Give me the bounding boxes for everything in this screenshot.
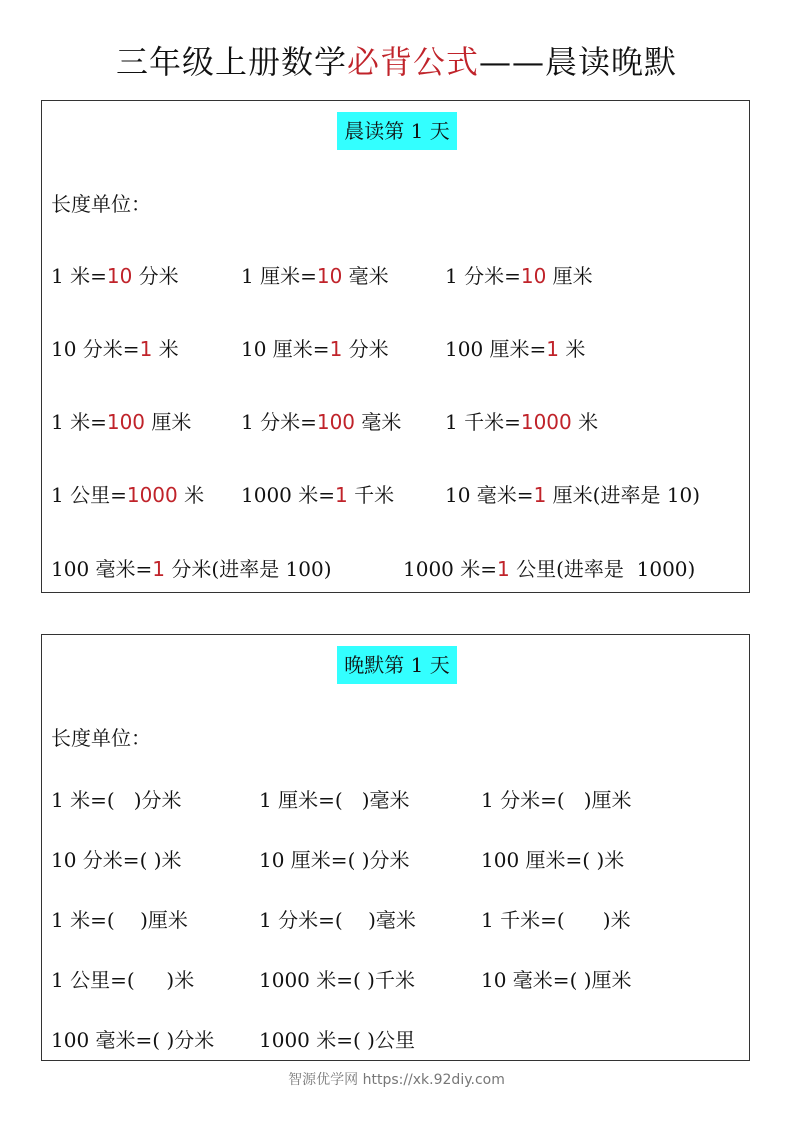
blank-formula: 1 厘米=( )毫米	[259, 788, 410, 812]
formula: 100 厘米=1 米	[445, 337, 586, 361]
formula: 1000 米=1 千米	[241, 483, 395, 507]
evening-row	[42, 965, 749, 995]
evening-row	[42, 785, 749, 815]
blank-formula: 1 分米=( )毫米	[259, 908, 416, 932]
blank-formula: 10 分米=( )米	[51, 848, 182, 872]
evening-row	[42, 905, 749, 935]
formula: 10 分米=1 米	[51, 337, 179, 361]
formula: 1 米=100 厘米	[51, 410, 192, 434]
blank-formula: 1 米=( )厘米	[51, 908, 188, 932]
morning-row	[42, 554, 749, 584]
formula: 1 分米=100 毫米	[241, 410, 402, 434]
blank-formula: 1 千米=( )米	[481, 908, 631, 932]
blank-formula: 100 毫米=( )分米	[51, 1028, 215, 1052]
morning-row	[42, 261, 749, 291]
formula: 1 千米=1000 米	[445, 410, 599, 434]
morning-reading-box	[41, 100, 750, 593]
formula: 1 分米=10 厘米	[445, 264, 593, 288]
title-suffix: ——晨读晚默	[479, 43, 678, 81]
evening-dictation-box	[41, 634, 750, 1061]
formula: 100 毫米=1 分米(进率是 100)	[51, 557, 332, 581]
blank-formula: 10 毫米=( )厘米	[481, 968, 632, 992]
evening-section-label: 长度单位：	[51, 726, 151, 750]
morning-row	[42, 480, 749, 510]
morning-day-badge: 晨读第 1 天	[337, 112, 457, 150]
evening-row	[42, 845, 749, 875]
formula: 1 米=10 分米	[51, 264, 179, 288]
footer-watermark: 智源优学网 https://xk.92diy.com	[288, 1072, 505, 1088]
blank-formula: 1 米=( )分米	[51, 788, 182, 812]
evening-row	[42, 1025, 749, 1055]
evening-day-badge: 晚默第 1 天	[337, 646, 457, 684]
blank-formula: 100 厘米=( )米	[481, 848, 625, 872]
formula: 1 厘米=10 毫米	[241, 264, 389, 288]
blank-formula: 1 分米=( )厘米	[481, 788, 632, 812]
page-title	[0, 40, 793, 84]
formula: 1000 米=1 公里(进率是 1000)	[403, 557, 696, 581]
morning-section-label: 长度单位：	[51, 192, 151, 216]
title-main: 三年级上册数学	[115, 43, 347, 81]
blank-formula: 10 厘米=( )分米	[259, 848, 410, 872]
formula: 1 公里=1000 米	[51, 483, 205, 507]
formula: 10 毫米=1 厘米(进率是 10)	[445, 483, 701, 507]
formula: 10 厘米=1 分米	[241, 337, 389, 361]
title-highlight: 必背公式	[346, 43, 479, 81]
morning-row	[42, 407, 749, 437]
blank-formula: 1000 米=( )公里	[259, 1028, 415, 1052]
blank-formula: 1 公里=( )米	[51, 968, 195, 992]
blank-formula: 1000 米=( )千米	[259, 968, 415, 992]
morning-row	[42, 334, 749, 364]
